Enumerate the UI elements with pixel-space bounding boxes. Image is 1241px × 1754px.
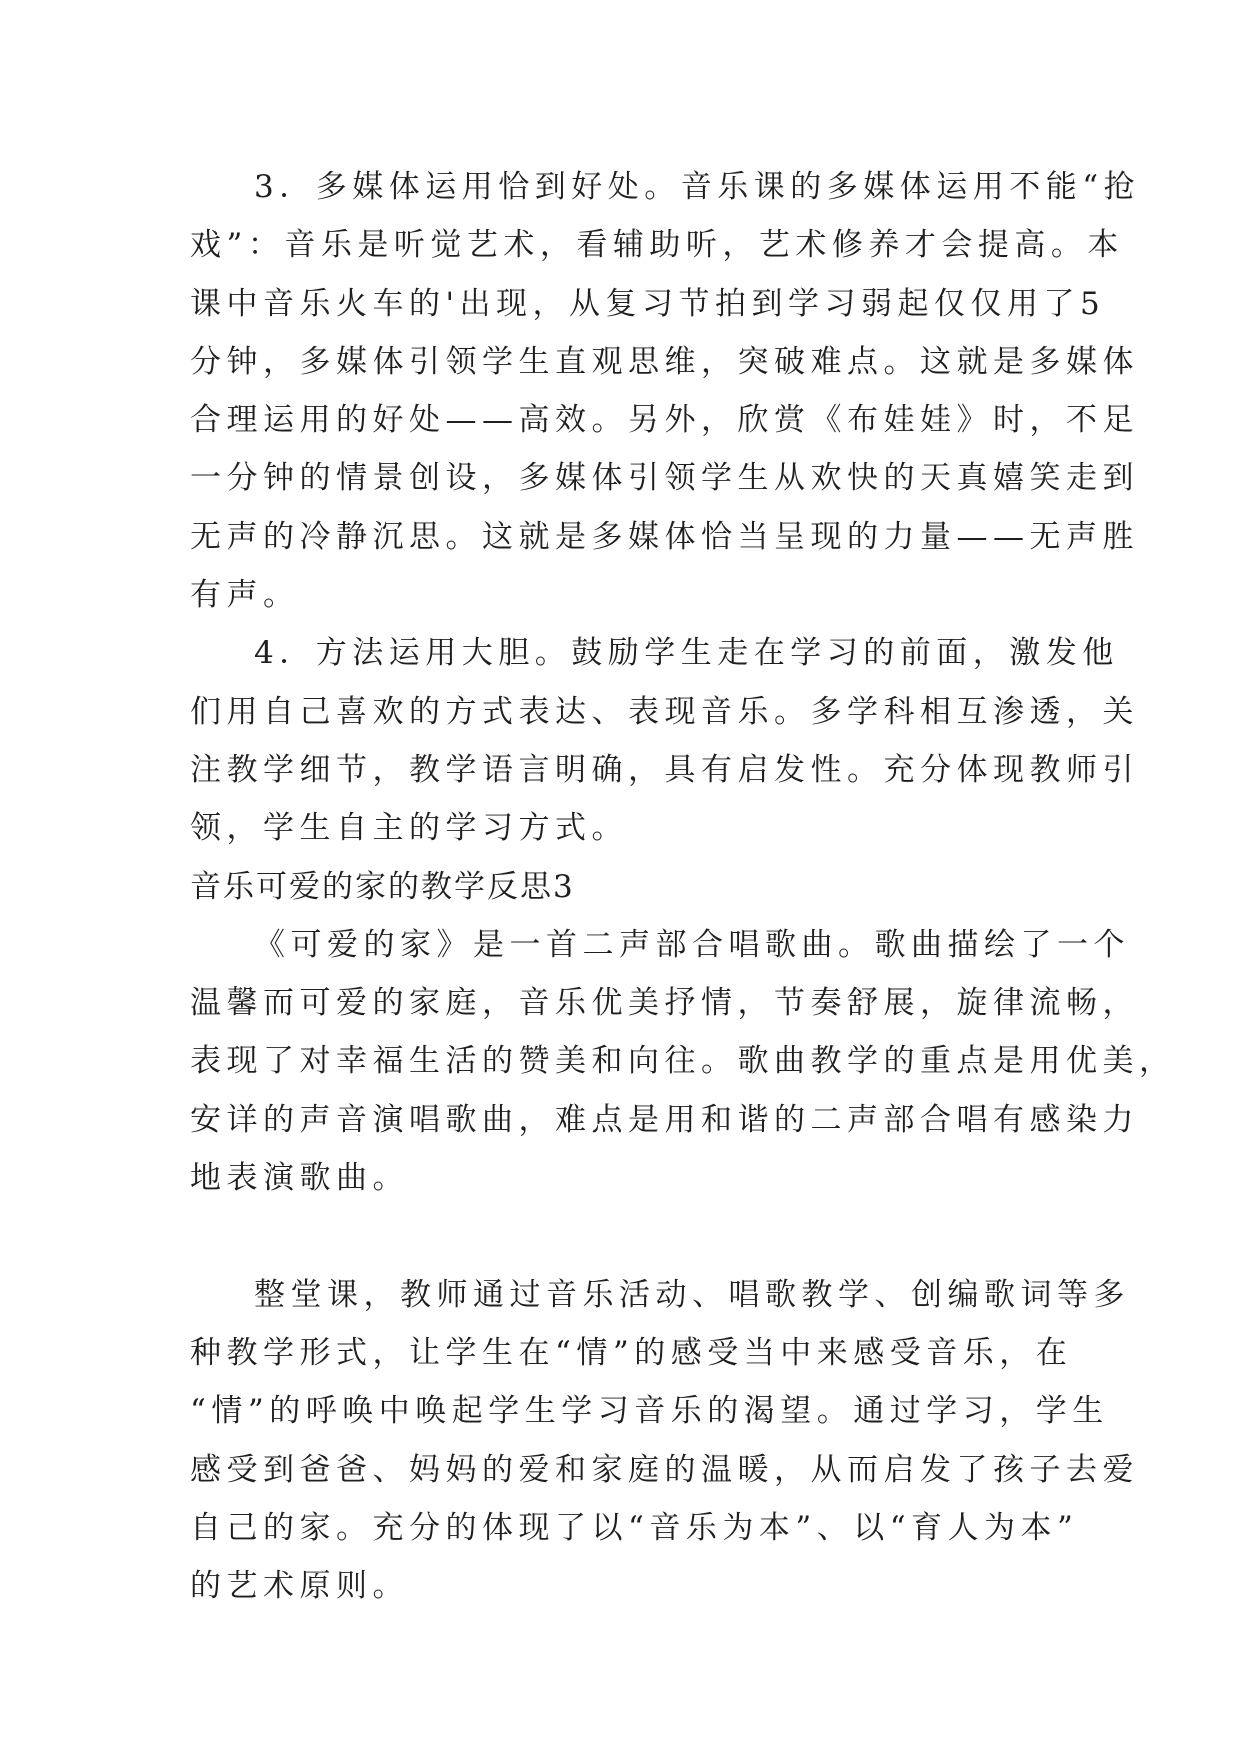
paragraph-line: 无声的冷静沉思。这就是多媒体恰当呈现的力量——无声胜 [190,518,1139,555]
document-body [190,158,1176,1615]
paragraph-spacer [190,1207,1052,1265]
paragraph-line: 感受到爸爸、妈妈的爱和家庭的温暖，从而启发了孩子去爱 [190,1451,1139,1488]
paragraph-line: 自己的家。充分的体现了以“音乐为本”、以“育人为本” [190,1509,1079,1546]
paragraph-line: 《可爱的家》是一首二声部合唱歌曲。歌曲描绘了一个 [254,926,1130,963]
paragraph-line: 领，学生自主的学习方式。 [190,810,628,847]
paragraph-line: 地表演歌曲。 [190,1160,409,1197]
paragraph-line: 们用自己喜欢的方式表达、表现音乐。多学科相互渗透，关 [190,693,1139,730]
paragraph-line: “情”的呼唤中唤起学生学习音乐的渴望。通过学习，学生 [190,1393,1109,1430]
paragraph-line: 温馨而可爱的家庭，音乐优美抒情，节奏舒展，旋律流畅， [190,985,1139,1022]
paragraph-line: 3．多媒体运用恰到好处。音乐课的多媒体运用不能“抢 [254,169,1141,205]
paragraph-line: 课中音乐火车的'出现，从复习节拍到学习弱起仅仅用了5 [190,285,1106,322]
paragraph-line: 表现了对幸福生活的赞美和向往。歌曲教学的重点是用优美， [190,1043,1176,1080]
paragraph-line: 种教学形式，让学生在“情”的感受当中来感受音乐，在 [190,1334,1073,1371]
paragraph-line: 一分钟的情景创设，多媒体引领学生从欢快的天真嬉笑走到 [190,460,1139,497]
paragraph-line: 分钟，多媒体引领学生直观思维，突破难点。这就是多媒体 [190,343,1139,380]
paragraph-line: 的艺术原则。 [190,1568,409,1605]
paragraph-line: 4．方法运用大胆。鼓励学生走在学习的前面，激发他 [254,635,1119,672]
paragraph-line: 戏”：音乐是听觉艺术，看辅助听，艺术修养才会提高。本 [190,227,1124,264]
paragraph-line: 注教学细节，教学语言明确，具有启发性。充分体现教师引 [190,751,1139,788]
paragraph-line: 安详的声音演唱歌曲，难点是用和谐的二声部合唱有感染力 [190,1101,1139,1138]
paragraph-line: 有声。 [190,577,300,614]
paragraph-line: 整堂课，教师通过音乐活动、唱歌教学、创编歌词等多 [254,1276,1130,1313]
section-heading: 音乐可爱的家的教学反思3 [190,868,575,905]
paragraph-line: 合理运用的好处——高效。另外，欣赏《布娃娃》时，不足 [190,402,1139,439]
